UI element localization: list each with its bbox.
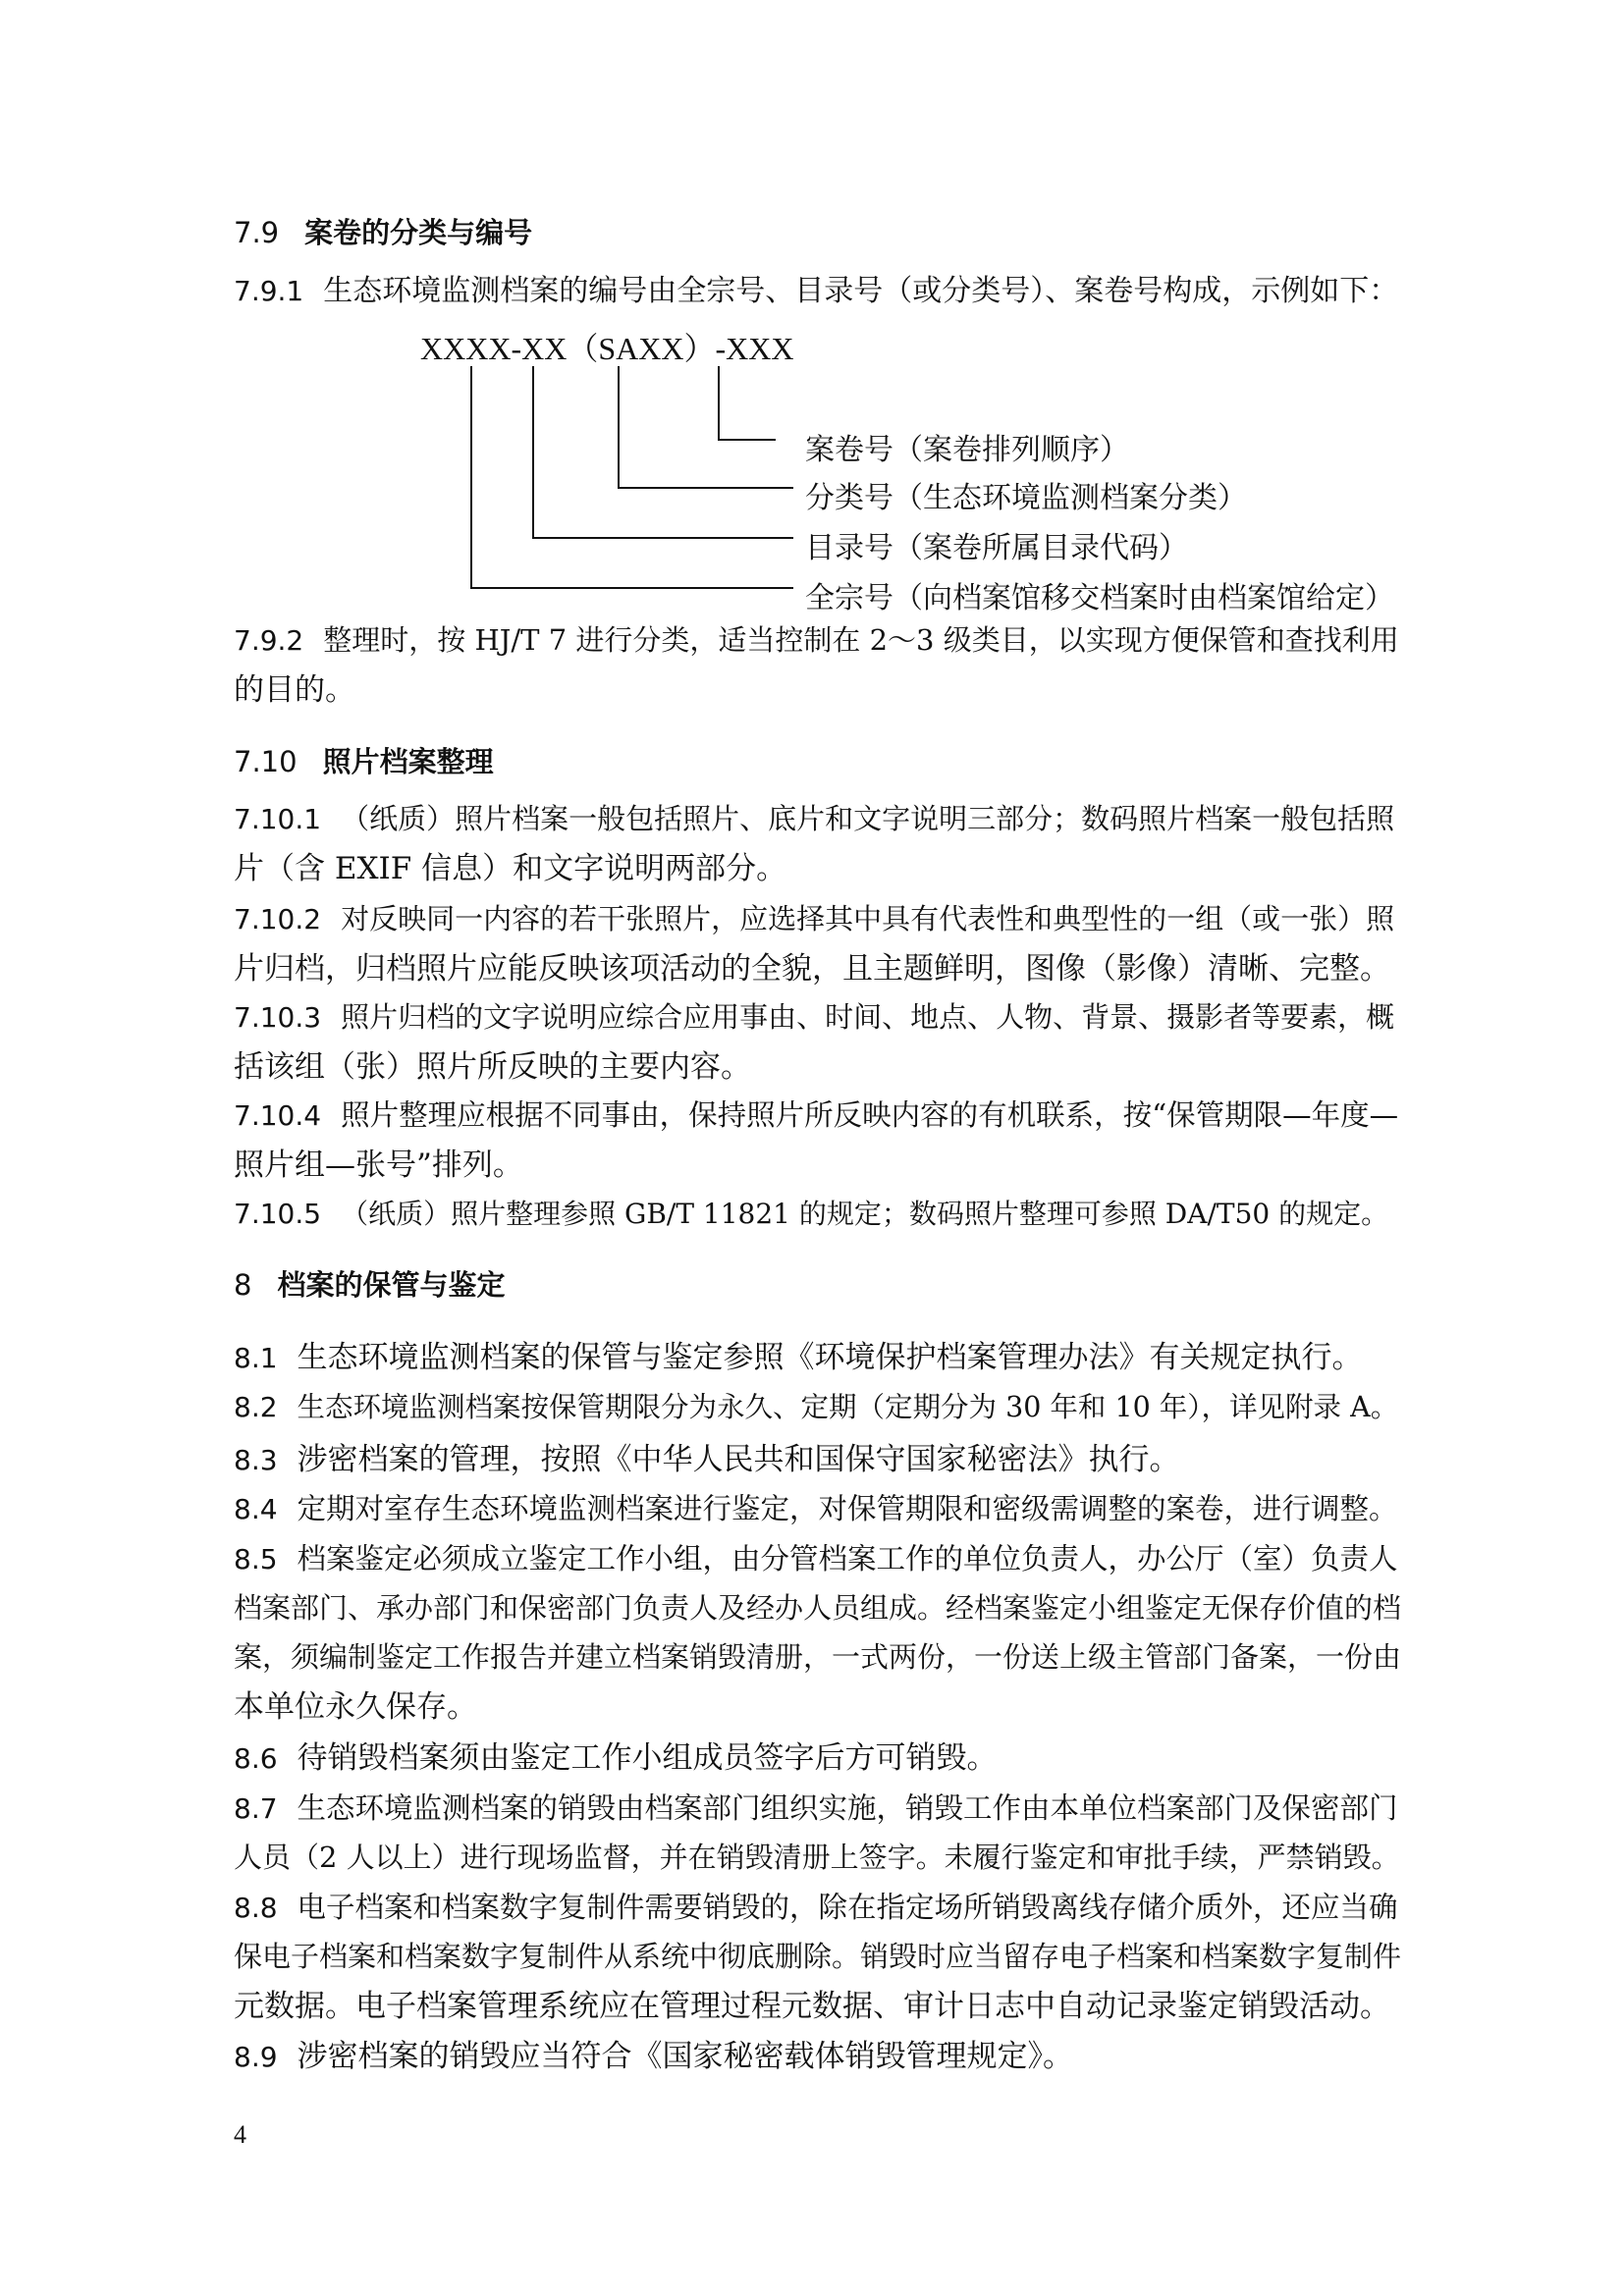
clause-number: 8.4 xyxy=(234,1493,278,1525)
clause-number: 8.3 xyxy=(234,1444,278,1476)
clause-number: 7.9.1 xyxy=(234,275,304,307)
archive-code-example: XXXX-XX（SAXX）-XXX xyxy=(420,331,794,366)
code-label-class-number: 分类号（生态环境监测档案分类） xyxy=(805,481,1247,515)
clause-text: 定期对室存生态环境监测档案进行鉴定，对保管期限和密级需调整的案卷，进行调整。 xyxy=(297,1492,1398,1525)
section-number: 7.10 xyxy=(234,745,298,778)
code-label-case-number: 案卷号（案卷排列顺序） xyxy=(805,433,1129,467)
clause-text: （纸质）照片整理参照 GB/T 11821 的规定；数码照片整理可参照 DA/T50 的规定。 xyxy=(341,1198,1389,1230)
clause-8-8-cont: 保电子档案和档案数字复制件从系统中彻底删除。销毁时应当留存电子档案和档案数字复制件 xyxy=(234,1940,1402,1973)
section-title: 照片档案整理 xyxy=(322,745,494,778)
clause-7-10-4-cont: 照片组—张号”排列。 xyxy=(234,1148,523,1183)
clause-8-2 xyxy=(234,1391,1399,1423)
clause-7-10-4 xyxy=(234,1098,1399,1132)
clause-text: 待销毁档案须由鉴定工作小组成员签字后方可销毁。 xyxy=(297,1740,998,1776)
clause-8-5-cont: 本单位永久保存。 xyxy=(234,1689,477,1725)
section-title: 案卷的分类与编号 xyxy=(304,216,533,249)
section-heading-8 xyxy=(234,1263,505,1304)
section-title: 档案的保管与鉴定 xyxy=(277,1268,506,1302)
clause-7-10-5 xyxy=(234,1198,1389,1230)
clause-number: 8.7 xyxy=(234,1792,278,1825)
clause-8-9 xyxy=(234,2039,1074,2074)
clause-number: 7.10.2 xyxy=(234,903,322,935)
clause-number: 8.2 xyxy=(234,1391,278,1423)
clause-text: 生态环境监测档案的销毁由档案部门组织实施，销毁工作由本单位档案部门及保密部门 xyxy=(297,1791,1398,1825)
clause-8-5-cont: 档案部门、承办部门和保密部门负责人及经办人员组成。经档案鉴定小组鉴定无保存价值的档 xyxy=(234,1591,1402,1625)
clause-7-10-3 xyxy=(234,1000,1395,1034)
clause-text: 生态环境监测档案按保管期限分为永久、定期（定期分为 30 年和 10 年），详见附录 A。 xyxy=(297,1391,1399,1423)
page-number: 4 xyxy=(234,2120,246,2149)
clause-8-7-cont: 人员（2 人以上）进行现场监督，并在销毁清册上签字。未履行鉴定和审批手续，严禁销毁。 xyxy=(234,1841,1400,1874)
clause-7-10-1-cont: 片（含 EXIF 信息）和文字说明两部分。 xyxy=(234,851,787,886)
clause-number: 8.6 xyxy=(234,1742,278,1775)
clause-text: 对反映同一内容的若干张照片，应选择其中具有代表性和典型性的一组（或一张）照 xyxy=(341,902,1395,935)
clause-number: 7.10.5 xyxy=(234,1198,322,1230)
clause-number: 7.10.4 xyxy=(234,1099,322,1132)
clause-text: 照片整理应根据不同事由，保持照片所反映内容的有机联系，按“保管期限—年度— xyxy=(341,1098,1399,1132)
section-number: 7.9 xyxy=(234,216,280,249)
clause-8-6 xyxy=(234,1740,998,1776)
clause-text: 照片归档的文字说明应综合应用事由、时间、地点、人物、背景、摄影者等要素，概 xyxy=(341,1000,1395,1034)
clause-number: 8.1 xyxy=(234,1342,278,1374)
clause-8-5-cont: 案，须编制鉴定工作报告并建立档案销毁清册，一式两份，一份送上级主管部门备案，一份由 xyxy=(234,1640,1402,1674)
clause-text: 整理时，按 HJ/T 7 进行分类，适当控制在 2～3 级类目，以实现方便保管和查找利用 xyxy=(323,623,1399,657)
clause-7-10-1 xyxy=(234,802,1395,835)
section-number: 8 xyxy=(234,1268,252,1302)
clause-number: 7.10.1 xyxy=(234,803,322,835)
clause-text: 涉密档案的管理，按照《中华人民共和国保守国家秘密法》执行。 xyxy=(297,1442,1180,1477)
clause-7-9-2-cont: 的目的。 xyxy=(234,672,355,708)
clause-7-9-2 xyxy=(234,623,1399,657)
clause-text: 涉密档案的销毁应当符合《国家秘密载体销毁管理规定》。 xyxy=(297,2039,1074,2074)
clause-8-3 xyxy=(234,1442,1180,1477)
clause-8-4 xyxy=(234,1492,1398,1525)
clause-7-10-3-cont: 括该组（张）照片所反映的主要内容。 xyxy=(234,1049,751,1085)
clause-number: 8.8 xyxy=(234,1892,278,1924)
clause-number: 8.5 xyxy=(234,1543,278,1575)
code-label-catalog-number: 目录号（案卷所属目录代码） xyxy=(805,531,1188,565)
clause-8-1 xyxy=(234,1340,1363,1375)
clause-8-5 xyxy=(234,1542,1398,1575)
clause-8-8-cont: 元数据。电子档案管理系统应在管理过程元数据、审计日志中自动记录鉴定销毁活动。 xyxy=(234,1989,1390,2024)
clause-text: 生态环境监测档案的保管与鉴定参照《环境保护档案管理办法》有关规定执行。 xyxy=(297,1340,1363,1375)
clause-text: 电子档案和档案数字复制件需要销毁的，除在指定场所销毁离线存储介质外，还应当确 xyxy=(297,1891,1398,1924)
clause-7-10-2 xyxy=(234,902,1395,935)
clause-text: （纸质）照片档案一般包括照片、底片和文字说明三部分；数码照片档案一般包括照 xyxy=(341,802,1395,835)
code-label-fonds-number: 全宗号（向档案馆移交档案时由档案馆给定） xyxy=(805,581,1394,615)
clause-number: 8.9 xyxy=(234,2041,278,2073)
clause-number: 7.10.3 xyxy=(234,1001,322,1034)
clause-text: 档案鉴定必须成立鉴定工作小组，由分管档案工作的单位负责人，办公厅（室）负责人 xyxy=(297,1542,1398,1575)
section-heading-7-10 xyxy=(234,740,494,780)
clause-8-7 xyxy=(234,1791,1398,1825)
clause-number: 7.9.2 xyxy=(234,624,304,657)
clause-text: 生态环境监测档案的编号由全宗号、目录号（或分类号）、案卷号构成，示例如下： xyxy=(323,274,1399,308)
clause-8-8 xyxy=(234,1891,1398,1924)
clause-7-10-2-cont: 片归档，归档照片应能反映该项活动的全貌，且主题鲜明，图像（影像）清晰、完整。 xyxy=(234,951,1390,987)
